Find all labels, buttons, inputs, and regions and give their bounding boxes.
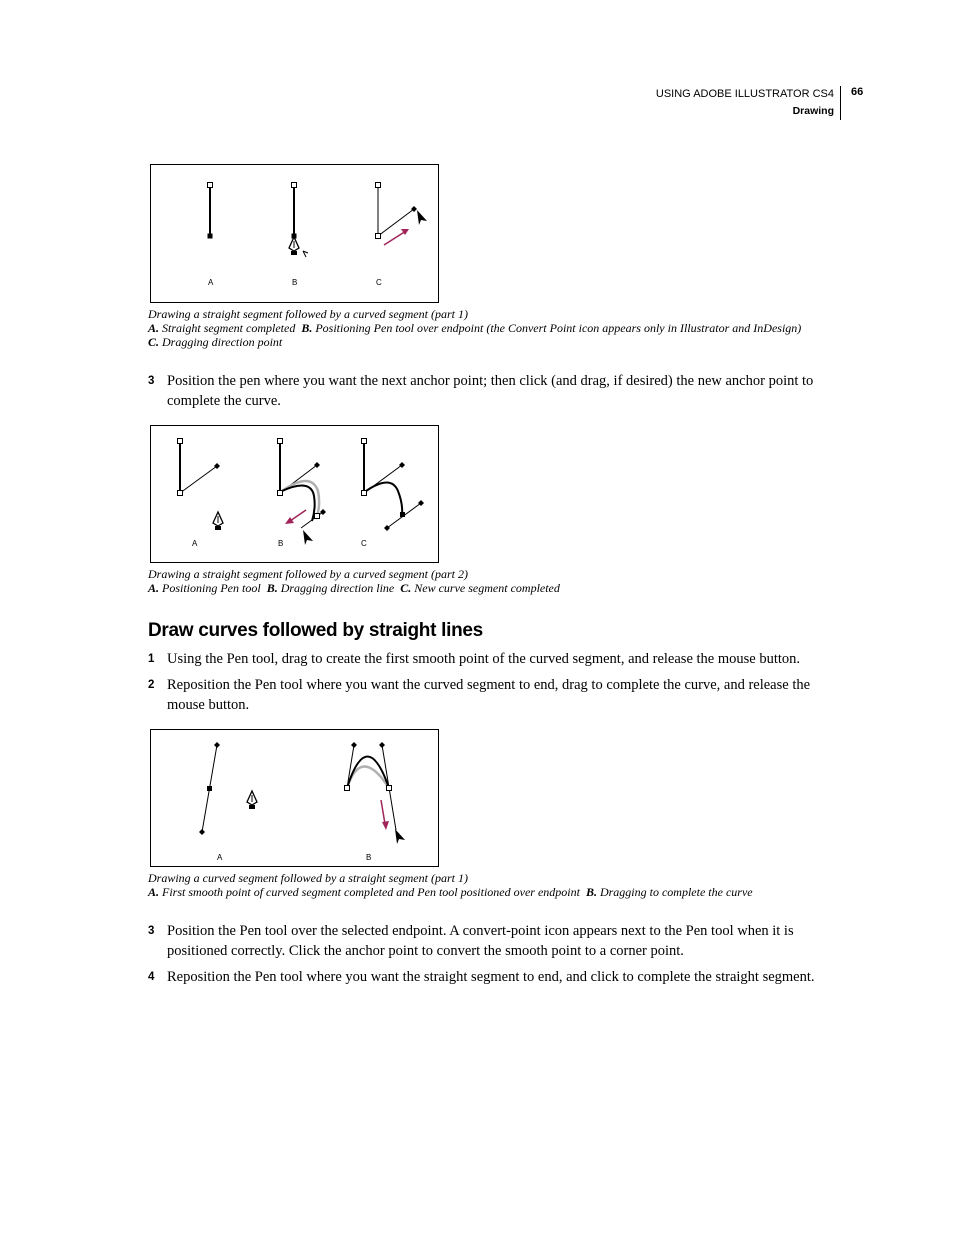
caption-title: Drawing a straight segment followed by a curved segment (part 1) — [148, 307, 468, 321]
caption-a: Straight segment completed — [162, 321, 296, 335]
fig2-label-c: C — [361, 539, 367, 548]
caption-key-b: B. — [266, 581, 278, 595]
step-number: 2 — [148, 679, 155, 691]
cursor-arrow-icon — [303, 530, 313, 545]
drag-arrow — [384, 231, 406, 245]
caption-a: Positioning Pen tool — [162, 581, 261, 595]
figure-1-caption — [148, 307, 848, 349]
step-number: 3 — [148, 925, 155, 937]
caption-c: Dragging direction point — [162, 335, 283, 349]
fig3-label-a: A — [217, 853, 223, 862]
running-header — [656, 86, 841, 120]
fig1-label-b: B — [292, 278, 298, 287]
caption-b: Dragging to complete the curve — [599, 885, 753, 899]
pen-tool-icon — [289, 237, 299, 255]
figure-2-caption — [148, 567, 848, 595]
figure-2-illustration — [151, 426, 438, 562]
step-1 — [148, 649, 838, 669]
cursor-arrow-icon — [395, 829, 405, 844]
fig1-label-c: C — [376, 278, 382, 287]
caption-a: First smooth point of curved segment completed and Pen tool positioned over endpoint — [162, 885, 580, 899]
drag-arrow — [290, 510, 306, 521]
caption-key-c: C. — [148, 335, 160, 349]
caption-title: Drawing a curved segment followed by a straight segment (part 1) — [148, 871, 468, 885]
caption-key-c: C. — [400, 581, 412, 595]
caption-key-b: B. — [585, 885, 597, 899]
fig2-panel-a — [178, 439, 224, 531]
figure-2 — [150, 425, 439, 563]
figure-1 — [150, 164, 439, 303]
caption-key-b: B. — [301, 321, 313, 335]
step-number: 3 — [148, 375, 155, 387]
step-text: Using the Pen tool, drag to create the first smooth point of the curved segment, and release the mouse button. — [167, 651, 801, 667]
figure-3 — [150, 729, 439, 867]
doc-title: USING ADOBE ILLUSTRATOR CS4 — [655, 88, 834, 100]
step-text: Position the pen where you want the next anchor point; then click (and drag, if desired) the new anchor point to complete the curve. — [167, 373, 814, 409]
fig1-panel-a — [208, 183, 213, 239]
step-text: Reposition the Pen tool where you want the straight segment to end, and click to complete the straight segment. — [167, 969, 815, 985]
figure-3-caption — [148, 871, 848, 899]
caption-key-a: A. — [148, 321, 160, 335]
caption-b: Positioning Pen tool over endpoint (the Convert Point icon appears only in Illustrator and InDesign) — [315, 321, 802, 335]
page-number: 66 — [851, 86, 864, 98]
step-4 — [148, 967, 838, 987]
fig3-panel-a — [199, 742, 257, 835]
fig2-panel-c — [362, 439, 425, 532]
section-heading: Draw curves followed by straight lines — [148, 620, 483, 641]
step-3-first — [148, 371, 838, 411]
step-number: 1 — [148, 653, 155, 665]
section-name: Drawing — [792, 105, 834, 117]
caption-b: Dragging direction line — [280, 581, 395, 595]
fig1-label-a: A — [208, 278, 214, 287]
fig3-panel-b — [345, 742, 406, 844]
fig2-panel-b — [278, 439, 327, 546]
convert-point-icon — [303, 251, 308, 257]
step-3-second — [148, 921, 838, 961]
caption-title: Drawing a straight segment followed by a curved segment (part 2) — [148, 567, 468, 581]
figure-1-illustration — [151, 165, 438, 302]
step-number: 4 — [148, 971, 155, 983]
caption-c: New curve segment completed — [414, 581, 560, 595]
step-text: Reposition the Pen tool where you want the curved segment to end, drag to complete the curve, and release the mouse button. — [167, 677, 811, 713]
fig1-panel-b — [289, 183, 308, 258]
caption-key-a: A. — [148, 581, 160, 595]
fig2-label-b: B — [278, 539, 284, 548]
step-2 — [148, 675, 838, 715]
drag-arrow — [381, 800, 385, 824]
fig2-label-a: A — [192, 539, 198, 548]
fig1-panel-c — [376, 183, 428, 246]
pen-tool-icon — [213, 512, 223, 530]
fig3-label-b: B — [366, 853, 372, 862]
step-text: Position the Pen tool over the selected endpoint. A convert-point icon appears next to the Pen tool when it is positioned correctly. Click the anchor point to convert the smooth point to a corner point. — [167, 923, 794, 959]
pen-tool-icon — [247, 791, 257, 809]
cursor-arrow-icon — [417, 210, 427, 225]
figure-3-illustration — [151, 730, 438, 866]
caption-key-a: A. — [148, 885, 160, 899]
